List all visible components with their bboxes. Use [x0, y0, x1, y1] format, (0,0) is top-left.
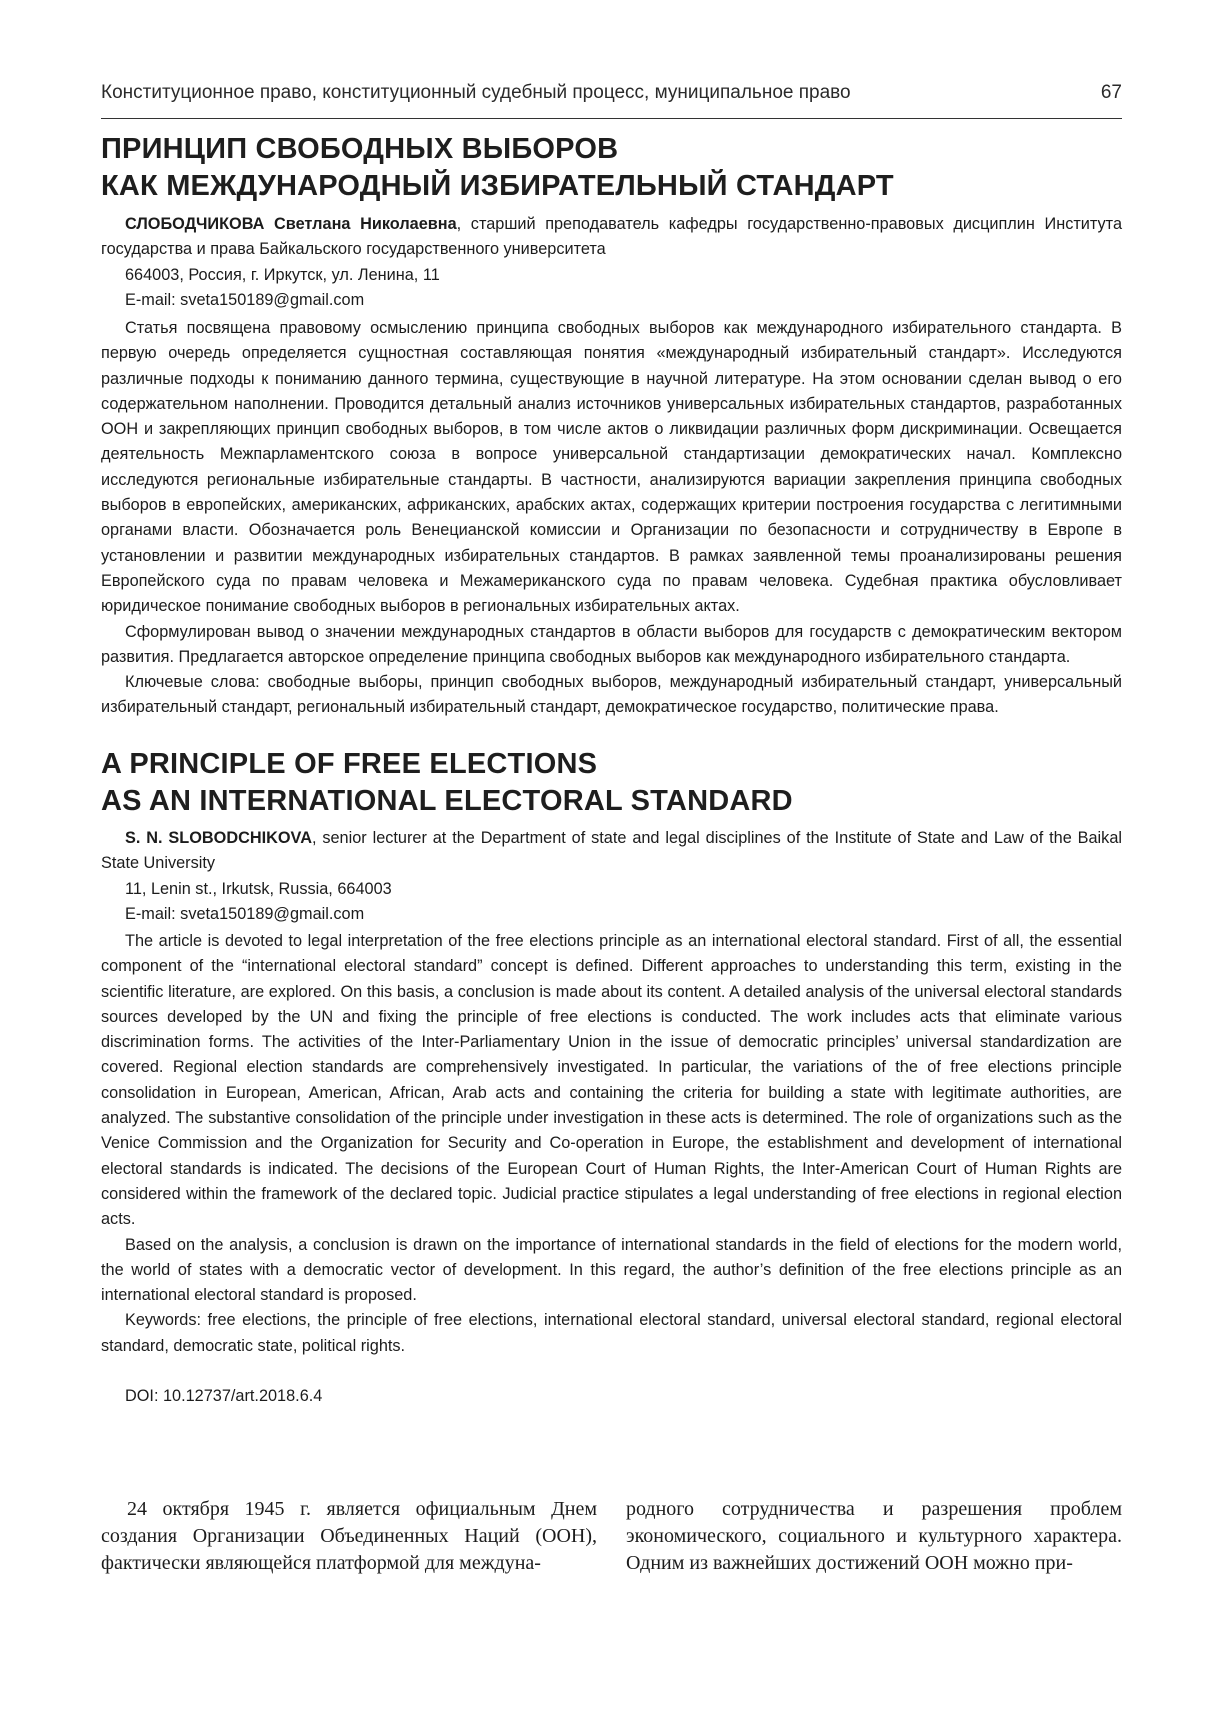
- journal-section: Конституционное право, конституционный судебный процесс, муниципальное право: [101, 82, 851, 103]
- en-abstract-paragraph-2: Based on the analysis, a conclusion is drawn on the importance of international standards in the field of elections for the modern world, the world of states with a democratic vector of development. In this regard, the author’s definition of the free elections principle as an international electoral standard is proposed.: [101, 1235, 1122, 1305]
- en-author-affiliation: , senior lecturer at the Department of state and legal disciplines of the Institute of State and Law of the Baikal State University: [101, 829, 1122, 873]
- body-paragraph-continued: родного сотрудничества и разрешения проблем экономического, социального и культурного характера. Одним из важнейших достижений ООН можно при-: [626, 1498, 1122, 1574]
- en-abstract: [101, 929, 1122, 1359]
- doi: DOI: 10.12737/art.2018.6.4: [125, 1387, 323, 1405]
- en-title-line-1: A PRINCIPLE OF FREE ELECTIONS: [101, 748, 598, 780]
- body-columns: [101, 1496, 1122, 1577]
- ru-title-line-2: КАК МЕЖДУНАРОДНЫЙ ИЗБИРАТЕЛЬНЫЙ СТАНДАРТ: [101, 170, 894, 202]
- ru-abstract-paragraph-1: Статья посвящена правовому осмыслению принципа свободных выборов как международного избирательного стандарта. В первую очередь определяется сущностная составляющая понятия «международный избирательный стандарт». Исследуются различные подходы к пониманию данного термина, существующие в научной литературе. На этом основании сделан вывод о его содержательном наполнении. Проводится детальный анализ источников универсальных избирательных стандартов, разработанных ООН и закрепляющих принцип свободных выборов, в том числе актов о ликвидации различных форм дискриминации. Освещается деятельность Межпарламентского союза в вопросе универсальной стандартизации демократических начал. Комплексно исследуются региональные избирательные стандарты. В частности, анализируются вариации закрепления принципа свободных выборов в европейских, американских, африканских, арабских актах, содержащих критерии построения государства с легитимными органами власти. Обозначается роль Венецианской комиссии и Организации по безопасности и сотрудничеству в Европе в установлении и развитии международных избирательных стандартов. В рамках заявленной темы проанализированы решения Европейского суда по правам человека и Межамериканского суда по правам человека. Судебная практика обусловливает юридическое понимание свободных выборов в региональных избирательных актах.: [101, 319, 1122, 616]
- en-email: E-mail: sveta150189@gmail.com: [125, 904, 365, 923]
- ru-abstract: [101, 316, 1122, 721]
- en-title: [101, 746, 1122, 820]
- ru-author-block: [101, 212, 1122, 313]
- en-address: 11, Lenin st., Irkutsk, Russia, 664003: [125, 879, 392, 898]
- ru-keywords: Ключевые слова: свободные выборы, принцип свободных выборов, международный избирательный стандарт, универсальный избирательный стандарт, региональный избирательный стандарт, демократическое государство, политические права.: [101, 673, 1122, 717]
- body-column-left: [101, 1496, 597, 1577]
- en-author-name: S. N. SLOBODCHIKOVA: [125, 829, 312, 847]
- en-keywords: Keywords: free elections, the principle of free elections, international electoral standard, universal electoral standard, regional electoral standard, democratic state, political rights.: [101, 1311, 1122, 1355]
- ru-title: [101, 131, 1122, 205]
- ru-address: 664003, Россия, г. Иркутск, ул. Ленина, 11: [125, 265, 440, 284]
- ru-email: E-mail: sveta150189@gmail.com: [125, 290, 365, 309]
- en-title-line-2: AS AN INTERNATIONAL ELECTORAL STANDARD: [101, 785, 793, 817]
- ru-abstract-paragraph-2: Сформулирован вывод о значении международных стандартов в области выборов для государств с демократическим вектором развития. Предлагается авторское определение принципа свободных выборов как международного избирательного стандарта.: [101, 622, 1122, 666]
- ru-author-affiliation: , старший преподаватель кафедры государственно-правовых дисциплин Института государства и права Байкальского государственного университета: [101, 215, 1122, 259]
- running-header: [101, 82, 1122, 119]
- body-column-right: [626, 1496, 1122, 1577]
- en-abstract-paragraph-1: The article is devoted to legal interpretation of the free elections principle as an international electoral standard. First of all, the essential component of the “international electoral standard” concept is defined. Different approaches to understanding this term, existing in the scientific literature, are explored. On this basis, a conclusion is made about its content. A detailed analysis of the universal electoral standards sources developed by the UN and fixing the principle of free elections is conducted. The work includes acts that eliminate various discrimination forms. The activities of the Inter-Parliamentary Union in the issue of democratic principles’ universal standardization are covered. Regional election standards are comprehensively investigated. In particular, the variations of the of free elections principle consolidation in European, American, African, Arab acts and containing the criteria for building a state with legitimate authorities, are analyzed. The substantive consolidation of the principle under investigation in these acts is determined. The role of organizations such as the Venice Commission and the Organization for Security and Co-operation in Europe, the establishment and development of international electoral standards is indicated. The decisions of the European Court of Human Rights, the Inter-American Court of Human Rights are considered within the framework of the declared topic. Judicial practice stipulates a legal understanding of free elections in regional election acts.: [101, 932, 1122, 1229]
- doi-block: [101, 1384, 1122, 1409]
- ru-author-name: СЛОБОДЧИКОВА Светлана Николаевна: [125, 215, 457, 233]
- body-paragraph: 24 октября 1945 г. является официальным Днем создания Организации Объединенных Наций (ООН), фактически являющейся платформой для междуна-: [101, 1498, 597, 1574]
- en-author-block: [101, 826, 1122, 927]
- en-author: [101, 826, 1122, 877]
- ru-author: [101, 212, 1122, 263]
- page-number: 67: [1100, 82, 1122, 103]
- ru-title-line-1: ПРИНЦИП СВОБОДНЫХ ВЫБОРОВ: [101, 133, 619, 165]
